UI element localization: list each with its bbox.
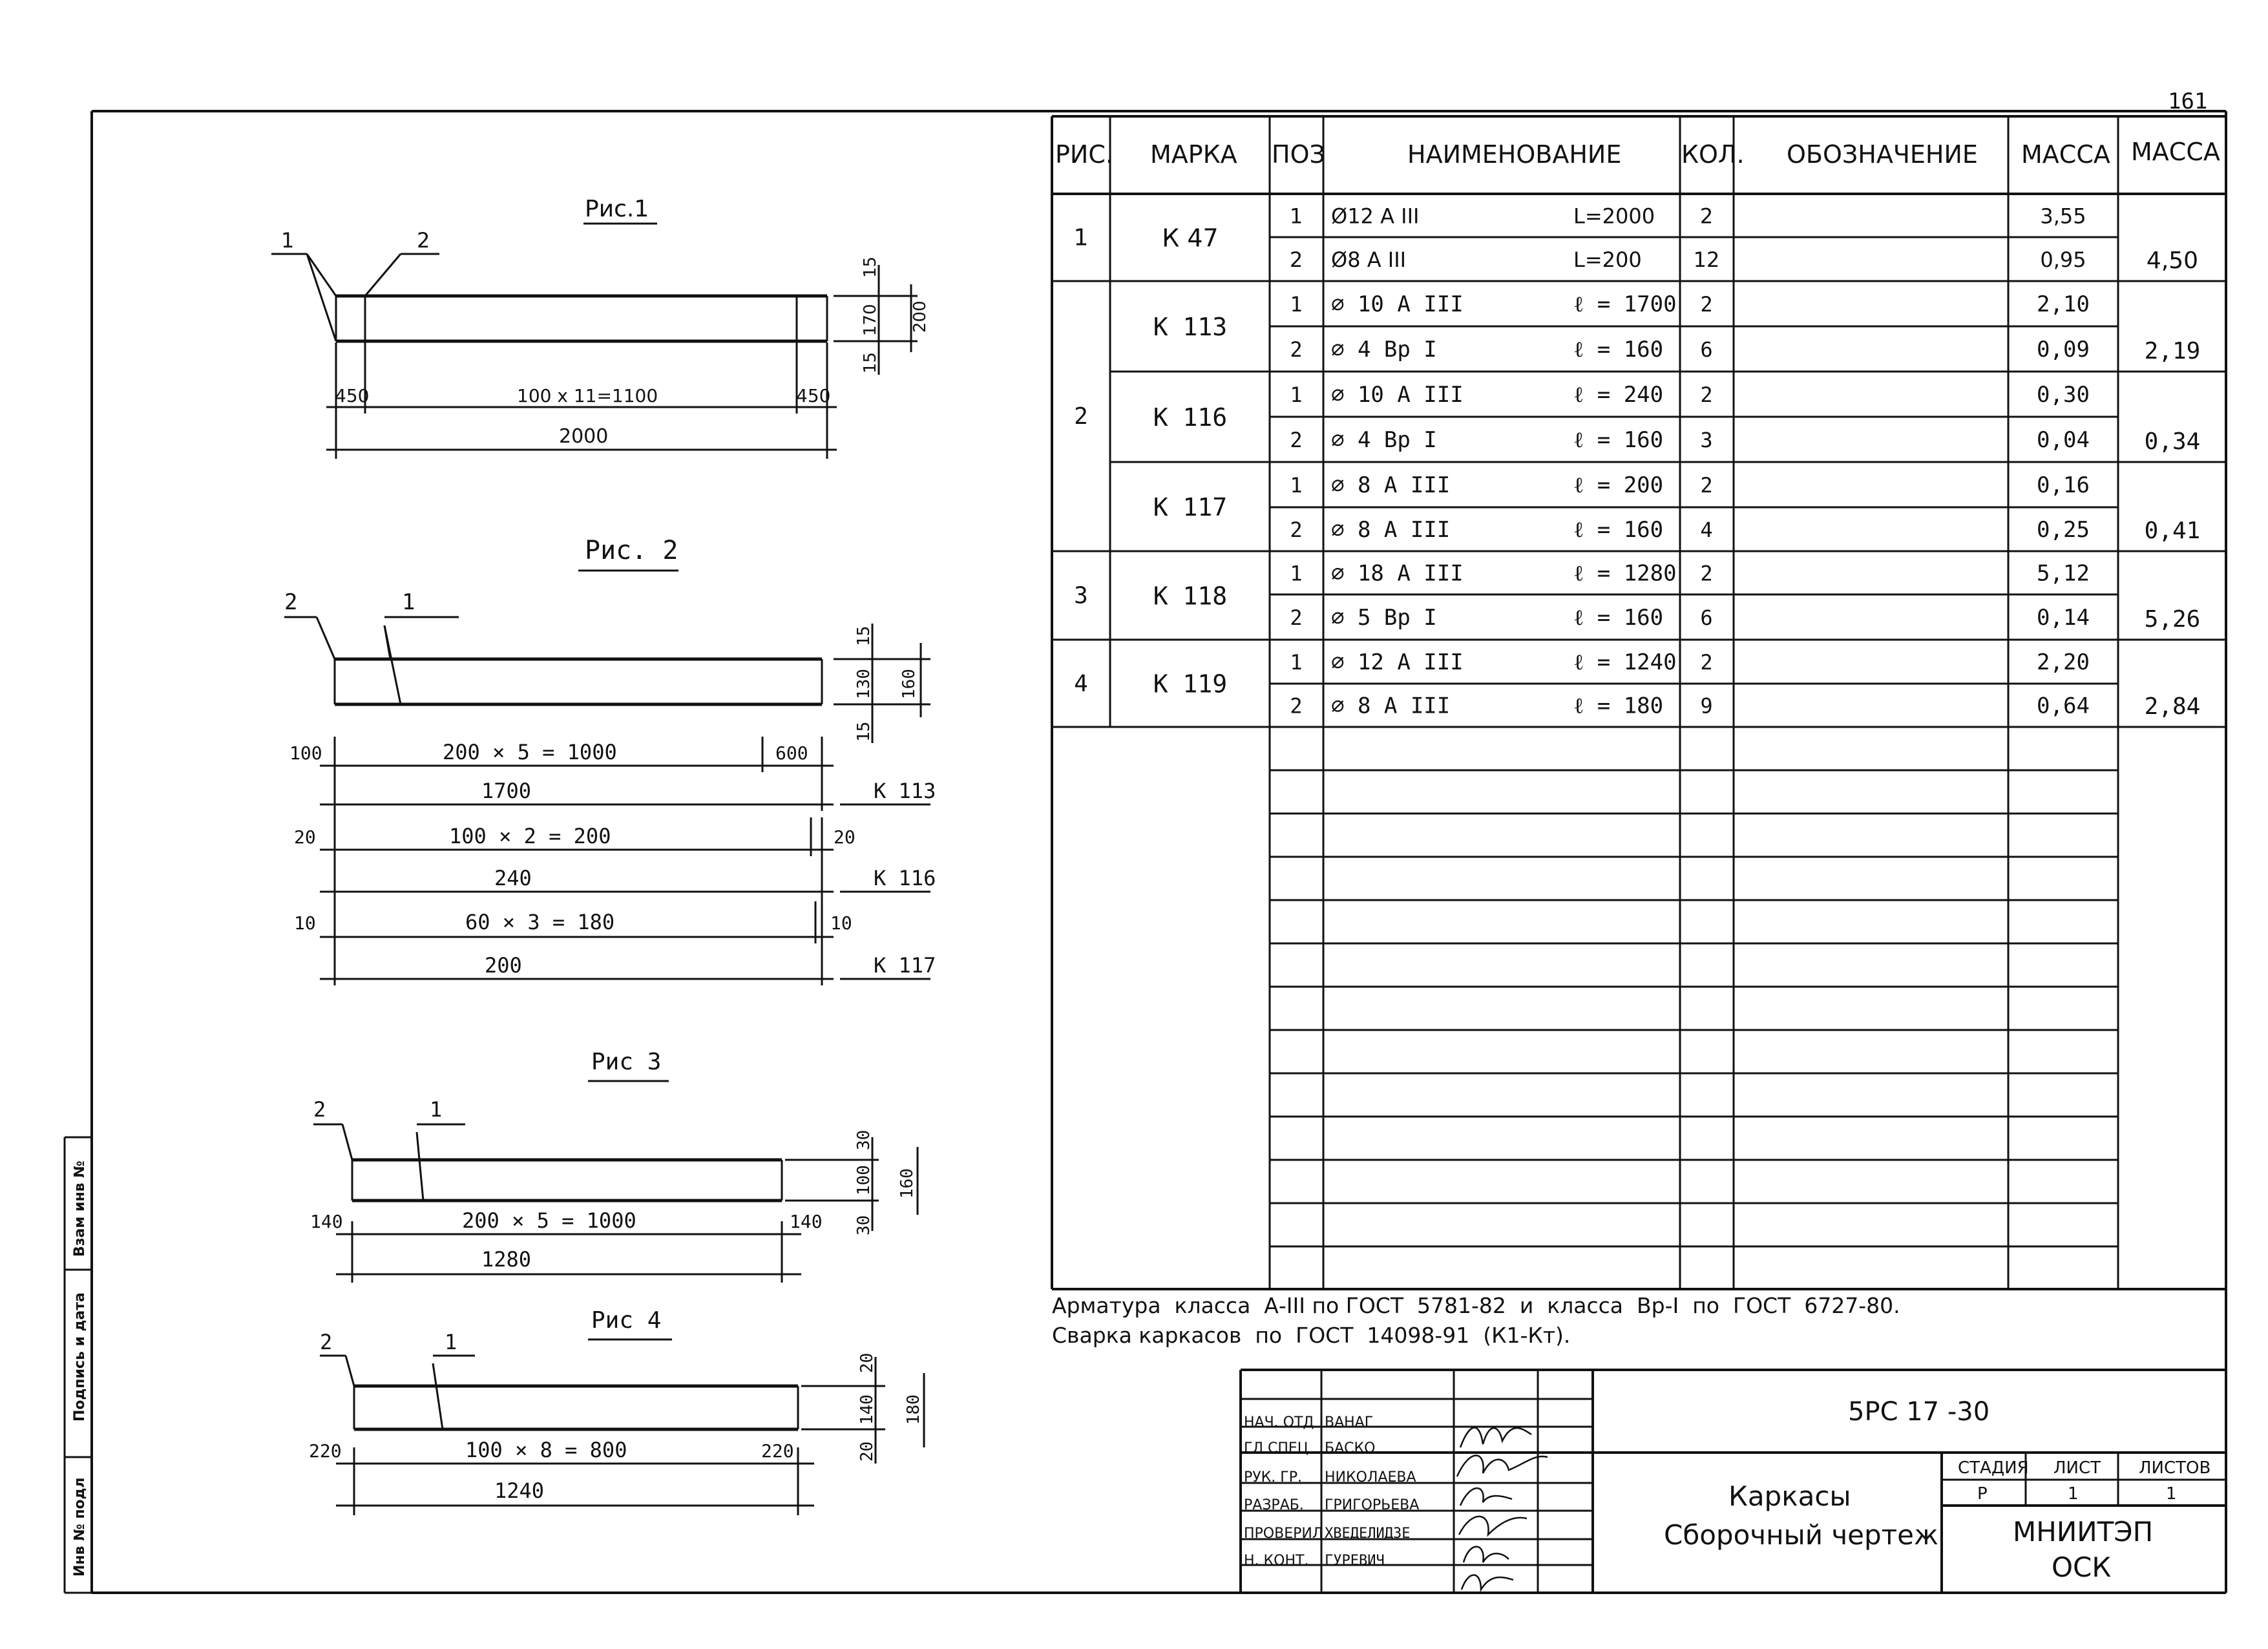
col-header-fig: РИС.	[1055, 140, 1113, 169]
fig2-pos2: 2	[284, 589, 298, 615]
cell-mass-total: 2,84	[2144, 693, 2201, 720]
staff-name: ГРИГОРЬЕВА	[1325, 1497, 1420, 1513]
cell-mass-total: 2,19	[2144, 338, 2201, 364]
cell-pos: 2	[1290, 428, 1303, 452]
fig2-row2-right: 20	[834, 826, 856, 848]
cell-qty: 2	[1700, 292, 1713, 317]
fig3-h-bot: 30	[854, 1215, 874, 1235]
cell-pos: 2	[1290, 337, 1303, 362]
sheets-value: 1	[2166, 1484, 2177, 1504]
cell-pos: 2	[1289, 247, 1303, 272]
stage-value: Р	[1977, 1484, 1988, 1504]
staff-role: НАЧ. ОТД	[1244, 1414, 1314, 1431]
staff-rows	[1244, 1414, 1419, 1569]
fig1-h-mid: 170	[861, 304, 880, 336]
cell-name: ⌀ 4 Вр І	[1331, 427, 1437, 453]
cell-mark: К 116	[1153, 403, 1228, 432]
org-line-1: МНИИТЭП	[2013, 1516, 2154, 1548]
fig2-h-mid: 130	[854, 669, 874, 699]
fig3-dim-total: 1280	[481, 1247, 532, 1272]
col-header-mass: МАССА	[2021, 140, 2110, 169]
note-1: Арматура класса А-III по ГОСТ 5781-82 и класса Вр-I по ГОСТ 6727-80.	[1052, 1293, 1900, 1318]
fig1-dim-right: 450	[796, 385, 831, 406]
cell-name: Ø12 А III	[1331, 204, 1420, 229]
cell-mass: 5,12	[2037, 560, 2090, 587]
cell-mass-total: 0,41	[2144, 518, 2201, 544]
cell-mass-total: 4,50	[2146, 247, 2199, 274]
cell-length: ℓ = 200	[1573, 472, 1664, 498]
fig1-dim-left: 450	[335, 385, 370, 406]
fig1-h-total: 200	[910, 300, 930, 333]
fig2-h-top: 15	[854, 625, 874, 646]
doc-title-2: Сборочный чертеж	[1664, 1519, 1938, 1551]
fig4-dim-mid: 100 × 8 = 800	[465, 1438, 627, 1462]
fig2-row1-mid: 200 × 5 = 1000	[443, 740, 617, 764]
fig4-title: Рис 4	[591, 1307, 662, 1334]
fig3-h-total: 160	[898, 1168, 917, 1199]
cell-mass: 0,14	[2037, 605, 2090, 631]
col-header-name: НАИМЕНОВАНИЕ	[1407, 140, 1622, 169]
fig3-h-top: 30	[854, 1129, 874, 1150]
cell-mass: 0,64	[2037, 693, 2090, 719]
cell-name: ⌀ 18 А ІІІ	[1331, 560, 1464, 587]
cell-mass: 2,20	[2037, 649, 2090, 675]
cell-mass: 0,30	[2037, 382, 2090, 408]
cell-name: ⌀ 5 Вр І	[1331, 605, 1437, 631]
fig2-row3-mark: К 117	[874, 953, 936, 978]
fig3-dim-right: 140	[790, 1211, 823, 1232]
cell-mark: К 117	[1153, 493, 1228, 521]
staff-role: РАЗРАБ.	[1244, 1497, 1304, 1513]
col-header-mark: МАРКА	[1150, 140, 1237, 169]
fig2-row2-total: 240	[494, 866, 532, 890]
side-stamp-sign: Подпись и дата	[72, 1292, 88, 1422]
cell-mass-total: 0,34	[2144, 428, 2201, 455]
cell-mass: 0,25	[2037, 517, 2090, 543]
sheets-label: ЛИСТОВ	[2139, 1458, 2211, 1478]
staff-role: ПРОВЕРИЛ	[1244, 1526, 1323, 1542]
fig3-dim-mid: 200 × 5 = 1000	[462, 1208, 636, 1233]
fig1-dim-total: 2000	[559, 425, 609, 448]
staff-name: НИКОЛАЕВА	[1325, 1469, 1416, 1486]
spec-table-empty-rows	[1270, 770, 2118, 1246]
cell-fig: 3	[1074, 582, 1088, 609]
fig1-title: Рис.1	[585, 196, 649, 222]
cell-name: ⌀ 10 А ІІІ	[1331, 291, 1464, 317]
staff-role: РУК. ГР.	[1244, 1469, 1302, 1486]
cell-qty: 9	[1700, 693, 1713, 719]
cell-qty: 2	[1700, 650, 1713, 675]
staff-name: ВАНАГ	[1325, 1414, 1374, 1431]
cell-qty: 4	[1700, 518, 1713, 542]
staff-name: БАСКО	[1325, 1440, 1376, 1456]
cell-qty: 2	[1699, 204, 1714, 229]
cell-length: ℓ = 240	[1573, 382, 1664, 408]
fig2-pos1: 1	[402, 589, 415, 615]
cell-fig: 2	[1074, 403, 1088, 430]
cell-name: ⌀ 8 А ІІІ	[1331, 693, 1451, 719]
fig2-row1-right: 600	[775, 742, 808, 764]
org-line-2: ОСК	[2052, 1551, 2112, 1583]
fig3-title: Рис 3	[591, 1049, 662, 1075]
cell-qty: 2	[1700, 561, 1713, 586]
cell-mass: 0,95	[2040, 247, 2086, 272]
fig1-h-bot: 15	[861, 352, 880, 373]
cell-qty: 12	[1693, 247, 1720, 272]
cell-name: Ø8 А III	[1331, 247, 1407, 272]
fig2-h-bot: 15	[854, 721, 874, 742]
cell-pos: 2	[1290, 693, 1303, 719]
cell-qty: 2	[1700, 473, 1713, 498]
cell-name: ⌀ 10 А ІІІ	[1331, 382, 1464, 408]
fig3-pos2: 2	[313, 1097, 326, 1122]
fig4-pos2: 2	[320, 1330, 333, 1354]
cell-mass: 2,10	[2037, 291, 2090, 317]
fig1-dim-mid: 100 x 11=1100	[517, 385, 658, 406]
sheet-label: ЛИСТ	[2053, 1458, 2101, 1478]
cell-length: ℓ = 1700	[1573, 291, 1677, 317]
cell-length: ℓ = 160	[1573, 337, 1664, 362]
col-header-mass-total: МАССА	[2131, 138, 2220, 166]
figure-2	[284, 536, 936, 985]
fig3-dim-left: 140	[310, 1211, 343, 1232]
cell-mass: 0,16	[2037, 472, 2090, 498]
cell-length: ℓ = 1280	[1573, 560, 1677, 587]
cell-length: ℓ = 1240	[1573, 649, 1677, 675]
staff-role: ГЛ СПЕЦ	[1244, 1440, 1308, 1456]
cell-fig: 4	[1074, 670, 1088, 697]
cell-mass: 3,55	[2040, 204, 2086, 229]
cell-pos: 1	[1290, 561, 1303, 586]
doc-title-1: Каркасы	[1728, 1480, 1851, 1512]
cell-qty: 3	[1700, 428, 1713, 452]
staff-name: ГУРЕВИЧ	[1325, 1553, 1385, 1569]
cell-name: ⌀ 8 А ІІІ	[1331, 472, 1451, 498]
sheet-value: 1	[2068, 1484, 2079, 1504]
fig4-dim-right: 220	[761, 1440, 794, 1462]
cell-pos: 1	[1289, 204, 1303, 229]
page-number: 161	[2168, 89, 2208, 114]
cell-pos: 1	[1290, 292, 1303, 317]
col-header-qty: КОЛ.	[1681, 140, 1745, 169]
cell-pos: 2	[1290, 605, 1303, 630]
cell-length: L=2000	[1573, 204, 1655, 229]
figure-1	[271, 196, 930, 459]
cell-qty: 6	[1700, 337, 1713, 362]
fig2-row2-left: 20	[294, 826, 316, 848]
fig1-pos2: 2	[417, 228, 430, 253]
col-header-designation: ОБОЗНАЧЕНИЕ	[1787, 140, 1978, 169]
fig4-dim-total: 1240	[494, 1478, 545, 1503]
fig1-h-top: 15	[861, 256, 880, 278]
fig2-row2-mark: К 116	[874, 866, 936, 890]
cell-mass: 0,04	[2037, 427, 2090, 453]
fig4-h-total: 180	[904, 1394, 923, 1425]
cell-name: ⌀ 8 А ІІІ	[1331, 517, 1451, 543]
cell-fig: 1	[1073, 224, 1089, 251]
fig2-row2-mid: 100 × 2 = 200	[449, 824, 611, 848]
col-header-pos: ПОЗ	[1272, 140, 1325, 169]
fig4-h-top: 20	[857, 1352, 877, 1373]
side-stamp-replace: Взам инв №	[72, 1161, 88, 1257]
side-stamp-inv: Инв № подл	[72, 1477, 88, 1577]
fig2-row3-right: 10	[830, 912, 852, 934]
cell-length: ℓ = 160	[1573, 517, 1664, 543]
fig2-title: Рис. 2	[585, 536, 678, 565]
cell-qty: 2	[1700, 383, 1713, 407]
fig3-h-mid: 100	[854, 1165, 874, 1195]
fig2-row3-total: 200	[485, 953, 522, 978]
cell-length: ℓ = 180	[1573, 693, 1664, 719]
fig2-row1-mark: К 113	[874, 779, 936, 803]
fig4-h-bot: 20	[857, 1441, 877, 1462]
cell-mark: К 47	[1162, 224, 1219, 253]
cell-qty: 6	[1700, 605, 1713, 630]
cell-mark: К 113	[1153, 313, 1228, 341]
fig4-dim-left: 220	[309, 1440, 342, 1462]
fig2-row3-mid: 60 × 3 = 180	[465, 910, 615, 934]
doc-code: 5РС 17 -30	[1848, 1397, 1990, 1427]
cell-pos: 1	[1290, 473, 1303, 498]
cell-mark: К 118	[1153, 582, 1228, 611]
fig2-row1-left: 100	[289, 742, 322, 764]
note-2: Сварка каркасов по ГОСТ 14098-91 (К1-Кт).	[1052, 1323, 1571, 1348]
fig1-pos1: 1	[281, 228, 295, 253]
cell-pos: 1	[1290, 383, 1303, 407]
cell-length: L=200	[1573, 247, 1642, 272]
staff-name: ХВЕДЕЛИДЗЕ	[1325, 1526, 1411, 1542]
cell-mark: К 119	[1153, 669, 1228, 698]
fig4-pos1: 1	[445, 1330, 457, 1354]
cell-name: ⌀ 4 Вр І	[1331, 337, 1437, 362]
cell-pos: 1	[1290, 650, 1303, 675]
cell-pos: 2	[1290, 518, 1303, 542]
cell-length: ℓ = 160	[1573, 605, 1664, 631]
stage-label: СТАДИЯ	[1958, 1458, 2029, 1478]
cell-mass-total: 5,26	[2144, 606, 2201, 633]
fig2-row3-left: 10	[294, 912, 316, 934]
fig4-h-mid: 140	[857, 1394, 877, 1425]
fig2-h-total: 160	[899, 669, 919, 699]
cell-name: ⌀ 12 А ІІІ	[1331, 649, 1464, 675]
fig2-row1-total: 1700	[481, 779, 532, 803]
cell-length: ℓ = 160	[1573, 427, 1664, 453]
cell-mass: 0,09	[2037, 337, 2090, 362]
figure-4	[309, 1307, 924, 1515]
figure-3	[310, 1049, 918, 1283]
staff-role: Н. КОНТ.	[1244, 1553, 1309, 1569]
fig3-pos1: 1	[430, 1097, 443, 1122]
